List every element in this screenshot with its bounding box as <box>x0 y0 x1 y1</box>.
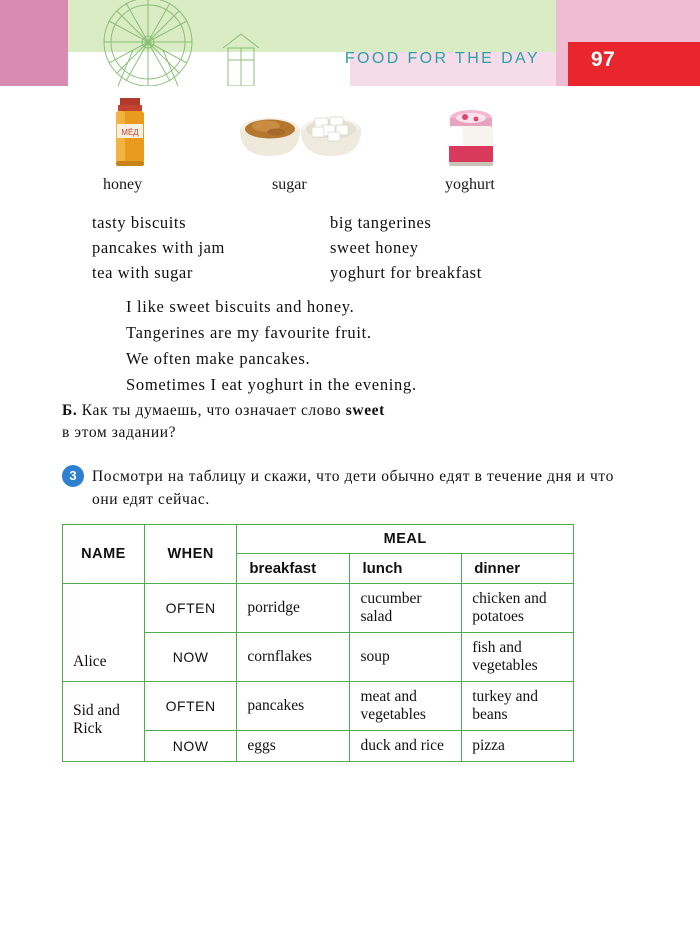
word-phrase-columns <box>92 210 612 285</box>
yoghurt-jar-icon <box>440 106 502 170</box>
cell-breakfast: porridge <box>237 584 350 633</box>
header-name: NAME <box>63 525 145 584</box>
word-row <box>92 210 612 235</box>
cell-when: NOW <box>144 731 236 762</box>
meals-table <box>62 524 574 762</box>
cell-lunch: cucumber salad <box>350 584 462 633</box>
task-b-bold-word: sweet <box>345 402 385 419</box>
word-row <box>92 235 612 260</box>
header-breakfast: breakfast <box>237 554 350 584</box>
task-b <box>62 400 622 444</box>
cell-dinner: chicken and potatoes <box>462 584 574 633</box>
cell-name-sid-and-rick: Sid and Rick <box>63 682 145 762</box>
task-b-text-after: в этом задании? <box>62 424 177 441</box>
phrase-right-2: sweet honey <box>330 238 419 257</box>
cell-when: NOW <box>144 633 236 682</box>
caption-honey: honey <box>103 176 143 193</box>
table-row <box>63 682 574 731</box>
running-title: FOOD FOR THE DAY <box>344 50 540 67</box>
ferris-wheel-icon <box>78 0 278 90</box>
cell-lunch: meat and vegetables <box>350 682 462 731</box>
header-lunch: lunch <box>350 554 462 584</box>
cell-breakfast: pancakes <box>237 682 350 731</box>
cell-breakfast: eggs <box>237 731 350 762</box>
phrase-left-2: pancakes with jam <box>92 238 225 257</box>
phrase-right-3: yoghurt for breakfast <box>330 263 482 282</box>
table-header-row-1 <box>63 525 574 554</box>
exercise-3-instruction: Посмотри на таблицу и скажи, что дети обычно едят в течение дня и что они едят сейчас. <box>92 468 614 508</box>
sugar-bowls-icon <box>236 106 366 168</box>
header-dinner: dinner <box>462 554 574 584</box>
page-header-band <box>0 0 700 86</box>
phrase-right-1: big tangerines <box>330 213 432 232</box>
phrase-left-3: tea with sugar <box>92 263 193 282</box>
cell-when: OFTEN <box>144 584 236 633</box>
cell-name-alice: Alice <box>63 584 145 682</box>
cell-lunch: soup <box>350 633 462 682</box>
header-when: WHEN <box>144 525 236 584</box>
table-row <box>63 584 574 633</box>
page-number: 97 <box>590 48 616 71</box>
word-row <box>92 260 612 285</box>
sentence-3: We often make pancakes. <box>126 349 311 368</box>
cell-dinner: turkey and beans <box>462 682 574 731</box>
cell-dinner: fish and vegetables <box>462 633 574 682</box>
exercise-3-badge: 3 <box>62 465 84 487</box>
phrase-left-1: tasty biscuits <box>92 213 187 232</box>
sentence-2: Tangerines are my favourite fruit. <box>126 323 372 342</box>
svg-text:МЁД: МЁД <box>121 128 139 137</box>
cell-when: OFTEN <box>144 682 236 731</box>
task-b-text-before: Как ты думаешь, что означает слово <box>77 402 346 419</box>
honey-jar-icon <box>108 98 152 170</box>
sentence-4: Sometimes I eat yoghurt in the evening. <box>126 375 417 394</box>
cell-breakfast: cornflakes <box>237 633 350 682</box>
header-left-pink-block <box>0 0 68 86</box>
sentence-1: I like sweet biscuits and honey. <box>126 297 355 316</box>
header-underline <box>0 86 700 88</box>
caption-sugar: sugar <box>272 176 307 193</box>
header-meal: MEAL <box>237 525 574 554</box>
task-b-label: Б. <box>62 402 78 419</box>
cell-dinner: pizza <box>462 731 574 762</box>
caption-yoghurt: yoghurt <box>445 176 495 193</box>
example-sentences <box>126 294 417 398</box>
cell-lunch: duck and rice <box>350 731 462 762</box>
page-number-badge-extension <box>638 42 700 86</box>
